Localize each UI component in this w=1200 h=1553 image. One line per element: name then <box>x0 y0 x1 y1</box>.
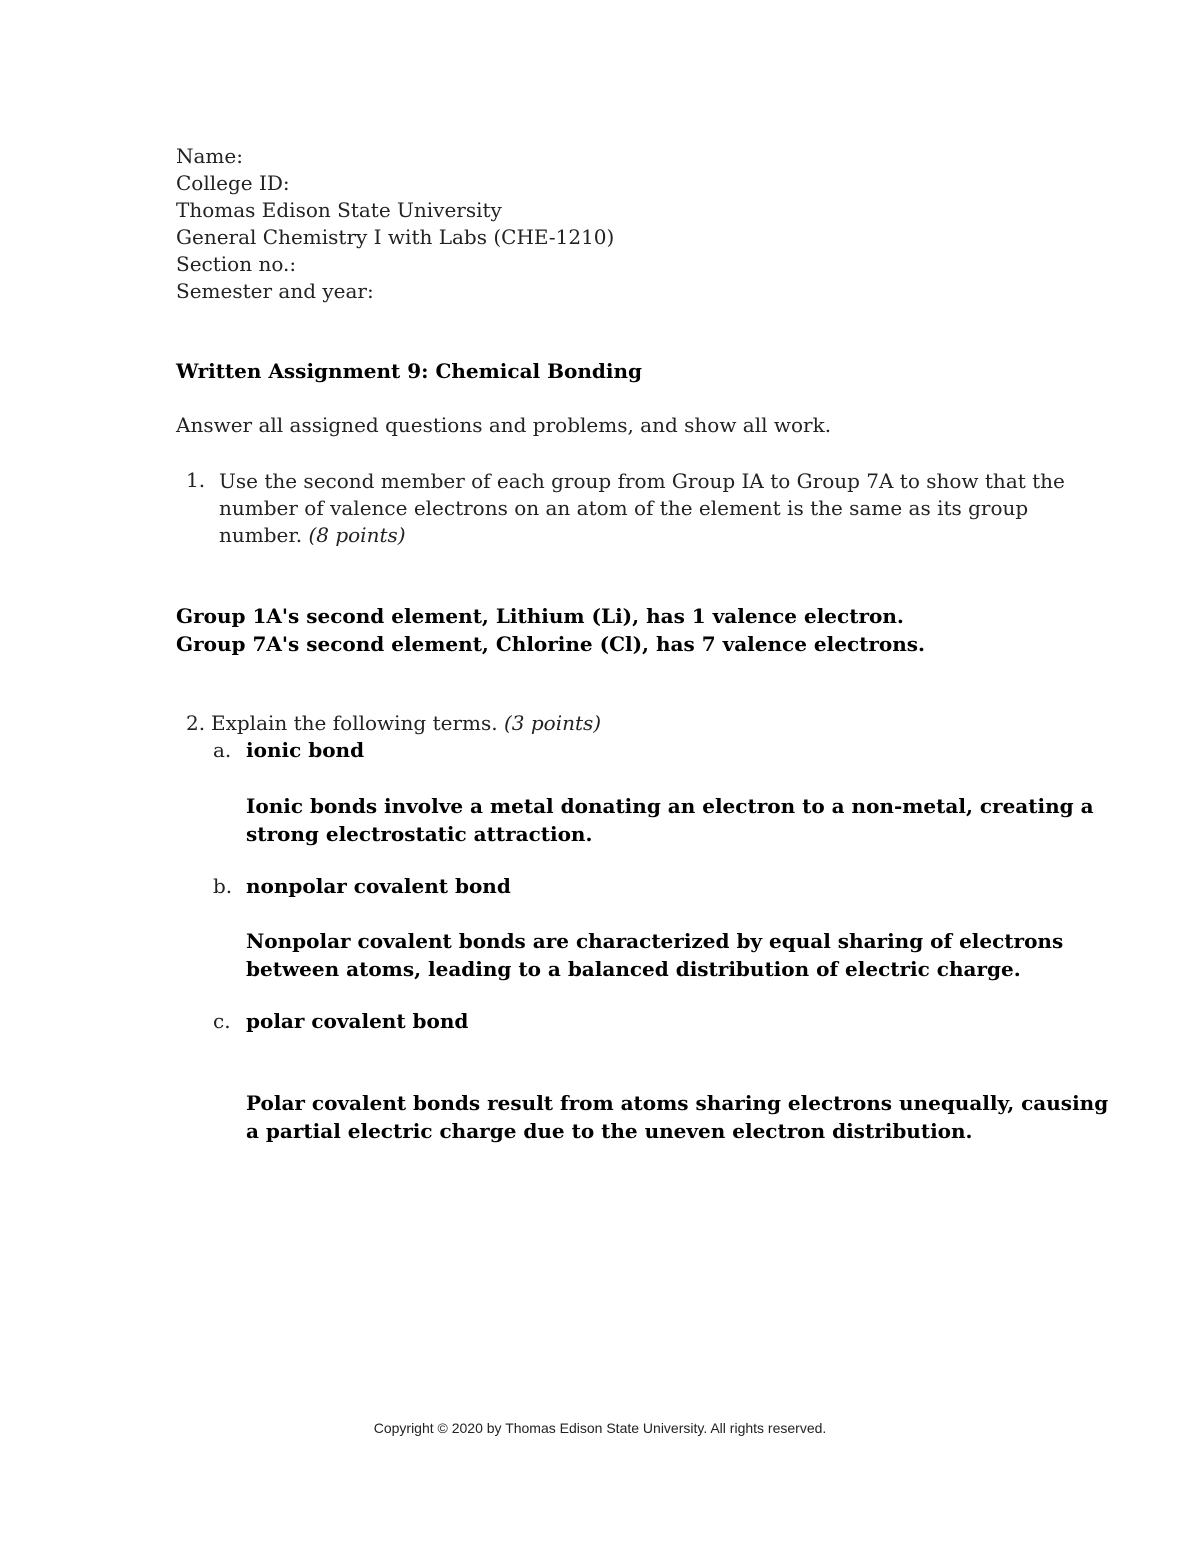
question-1-number: 1. <box>186 468 206 492</box>
semester-label: Semester and year: <box>176 279 374 303</box>
question-1-line-1: Use the second member of each group from Group IA to Group 7A to show that the <box>219 469 1065 493</box>
item-a-answer-line-1: Ionic bonds involve a metal donating an electron to a non-metal, creating a <box>246 794 1094 818</box>
assignment-instructions: Answer all assigned questions and problems, and show all work. <box>176 413 832 437</box>
question-2-prompt: Explain the following terms. <box>211 711 498 735</box>
copyright-footer: Copyright © 2020 by Thomas Edison State University. All rights reserved. <box>373 1420 827 1436</box>
item-c-answer-line-1: Polar covalent bonds result from atoms sharing electrons unequally, causing <box>246 1091 1109 1115</box>
question-1-answer-line-2: Group 7A's second element, Chlorine (Cl), has 7 valence electrons. <box>176 632 925 656</box>
item-a-letter: a. <box>213 738 232 762</box>
question-1-line-3-text: number. <box>219 523 303 547</box>
item-b-answer-line-2: between atoms, leading to a balanced distribution of electric charge. <box>246 957 1021 981</box>
item-b-letter: b. <box>213 874 233 898</box>
item-a-answer <box>246 792 1094 848</box>
college-id-label: College ID: <box>176 171 290 195</box>
section-label: Section no.: <box>176 252 297 276</box>
name-label: Name: <box>176 144 243 168</box>
item-b-answer-line-1: Nonpolar covalent bonds are characterized by equal sharing of electrons <box>246 929 1064 953</box>
item-c-term: polar covalent bond <box>246 1009 469 1033</box>
course-name: General Chemistry I with Labs (CHE-1210) <box>176 225 615 249</box>
question-1-line-2: number of valence electrons on an atom of the element is the same as its group <box>219 496 1029 520</box>
item-c-answer <box>246 1089 1108 1145</box>
question-2-points: (3 points) <box>503 711 602 735</box>
student-info-header <box>176 143 614 305</box>
question-1-answer <box>176 602 925 658</box>
item-c-letter: c. <box>213 1009 231 1033</box>
question-2-text <box>211 711 601 735</box>
item-b-term: nonpolar covalent bond <box>246 874 511 898</box>
item-b-answer <box>246 927 1063 983</box>
question-1-answer-line-1: Group 1A's second element, Lithium (Li), has 1 valence electron. <box>176 604 904 628</box>
question-1-points: (8 points) <box>308 523 406 547</box>
item-c-answer-line-2: a partial electric charge due to the uneven electron distribution. <box>246 1119 973 1143</box>
item-a-term: ionic bond <box>246 738 365 762</box>
university-name: Thomas Edison State University <box>176 198 502 222</box>
question-1-line-3 <box>219 522 1039 549</box>
question-1-text <box>219 468 1065 549</box>
assignment-title: Written Assignment 9: Chemical Bonding <box>176 359 642 383</box>
question-2-number: 2. <box>186 711 206 735</box>
item-a-answer-line-2: strong electrostatic attraction. <box>246 822 593 846</box>
